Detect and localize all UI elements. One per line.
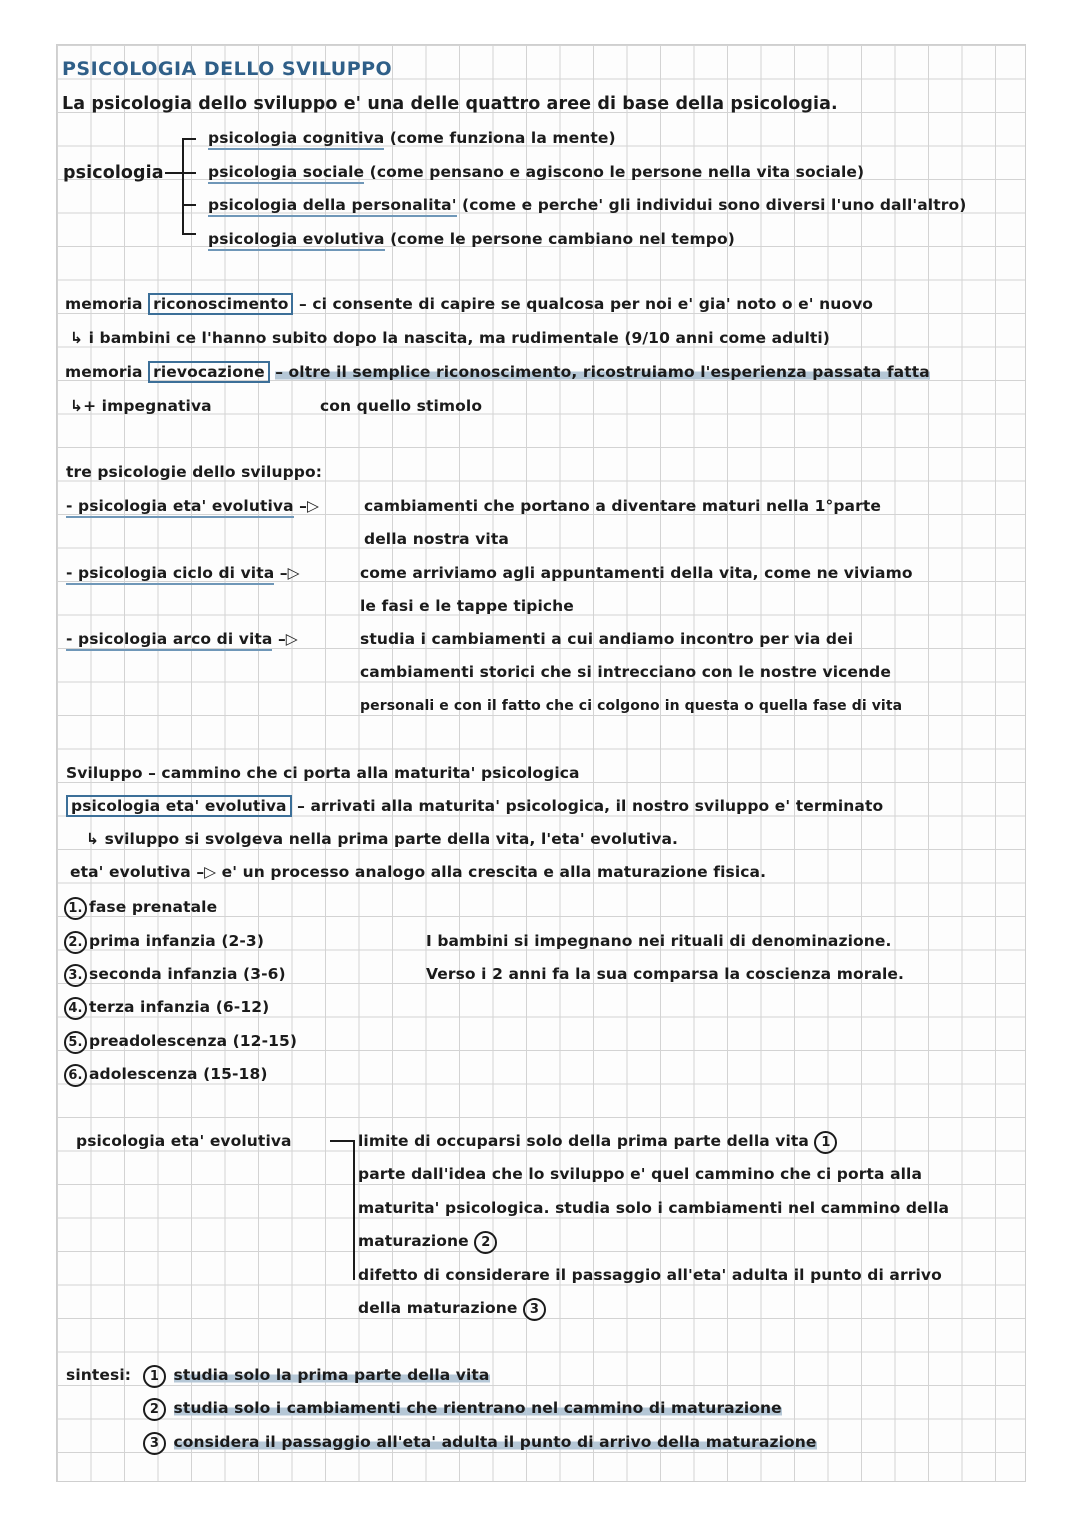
- tre-item-name: - psicologia ciclo di vita –▷: [66, 562, 300, 584]
- bracket-tick: [182, 172, 196, 174]
- tre-item-line: cambiamenti storici che si intrecciano con le nostre vicende: [360, 663, 891, 681]
- sviluppo-line4: eta' evolutiva –▷ e' un processo analogo alla crescita e alla maturazione fisica.: [70, 863, 767, 881]
- sintesi-label: sintesi:: [66, 1366, 132, 1384]
- fase-item: 4. terza infanzia (6-12): [64, 996, 269, 1020]
- sintesi-item: 2 studia solo i cambiamenti che rientrano nel cammino di maturazione: [143, 1397, 782, 1421]
- memoria-rievocazione-sub: ↳+ impegnativa: [70, 397, 212, 415]
- aree-root: psicologia: [63, 163, 164, 183]
- limiti-l3a: difetto di considerare il passaggio all'eta' adulta il punto di arrivo: [358, 1266, 942, 1284]
- area-item: psicologia della personalita' (come e perche' gli individui sono diversi l'uno dall'altro): [208, 194, 966, 216]
- tre-item-line: della nostra vita: [364, 530, 509, 548]
- memoria-rievocazione: memoria rievocazione – oltre il semplice riconoscimento, ricostruiamo l'esperienza passata fatta: [65, 363, 930, 381]
- tre-item-name: - psicologia arco di vita –▷: [66, 628, 298, 650]
- nota-line1: I bambini si impegnano nei rituali di denominazione.: [426, 932, 892, 950]
- sintesi-item: 1 studia solo la prima parte della vita: [143, 1364, 490, 1388]
- page-title: PSICOLOGIA DELLO SVILUPPO: [62, 58, 393, 80]
- bracket-connector: [165, 172, 183, 174]
- tre-item-line: le fasi e le tappe tipiche: [360, 597, 574, 615]
- memoria-rievocazione-sub2: con quello stimolo: [320, 397, 483, 415]
- limiti-l1: limite di occuparsi solo della prima parte della vita 1: [358, 1130, 839, 1154]
- sviluppo-line1: Sviluppo – cammino che ci porta alla maturita' psicologica: [66, 764, 580, 782]
- bracket-tick: [182, 138, 196, 140]
- area-item: psicologia sociale (come pensano e agiscono le persone nella vita sociale): [208, 161, 864, 183]
- tre-heading: tre psicologie dello sviluppo:: [66, 463, 323, 481]
- area-item: psicologia evolutiva (come le persone cambiano nel tempo): [208, 228, 735, 250]
- limiti-l2c: maturazione 2: [358, 1230, 499, 1254]
- limiti-l3b: della maturazione 3: [358, 1297, 548, 1321]
- limiti-line: [353, 1140, 355, 1280]
- nota-line2: Verso i 2 anni fa la sua comparsa la coscienza morale.: [426, 965, 905, 983]
- memoria-riconoscimento: memoria riconoscimento – ci consente di capire se qualcosa per noi e' gia' noto o e' nuovo: [65, 295, 874, 313]
- sviluppo-line2: psicologia eta' evolutiva – arrivati alla maturita' psicologica, il nostro sviluppo e' terminato: [66, 795, 883, 817]
- tre-item-line: come arriviamo agli appuntamenti della vita, come ne viviamo: [360, 564, 913, 582]
- sviluppo-line3: ↳ sviluppo si svolgeva nella prima parte della vita, l'eta' evolutiva.: [86, 830, 679, 848]
- memoria-riconoscimento-sub: ↳ i bambini ce l'hanno subito dopo la nascita, ma rudimentale (9/10 anni come adulti): [70, 329, 830, 347]
- tre-item-name: - psicologia eta' evolutiva –▷: [66, 495, 319, 517]
- intro-text: La psicologia dello sviluppo e' una delle quattro aree di base della psicologia.: [62, 94, 838, 114]
- bracket-tick: [182, 233, 196, 235]
- tre-item-line: studia i cambiamenti a cui andiamo incontro per via dei: [360, 630, 854, 648]
- fase-item: 1. fase prenatale: [64, 896, 217, 920]
- limiti-l2a: parte dall'idea che lo sviluppo e' quel cammino che ci porta alla: [358, 1165, 923, 1183]
- limiti-root: psicologia eta' evolutiva: [76, 1132, 292, 1150]
- bracket-line: [182, 138, 184, 234]
- area-item: psicologia cognitiva (come funziona la mente): [208, 127, 616, 149]
- sintesi-item: 3 considera il passaggio all'eta' adulta il punto di arrivo della maturazione: [143, 1431, 817, 1455]
- limiti-l2b: maturita' psicologica. studia solo i cambiamenti nel cammino della: [358, 1199, 950, 1217]
- fase-item: 3. seconda infanzia (3-6): [64, 963, 286, 987]
- tre-item-line: cambiamenti che portano a diventare maturi nella 1°parte: [364, 497, 881, 515]
- limiti-connector: [330, 1140, 354, 1142]
- fase-item: 5. preadolescenza (12-15): [64, 1030, 297, 1054]
- fase-item: 2. prima infanzia (2-3): [64, 930, 264, 954]
- tre-item-line: personali e con il fatto che ci colgono in questa o quella fase di vita: [360, 698, 903, 714]
- bracket-tick: [182, 204, 196, 206]
- fase-item: 6. adolescenza (15-18): [64, 1063, 268, 1087]
